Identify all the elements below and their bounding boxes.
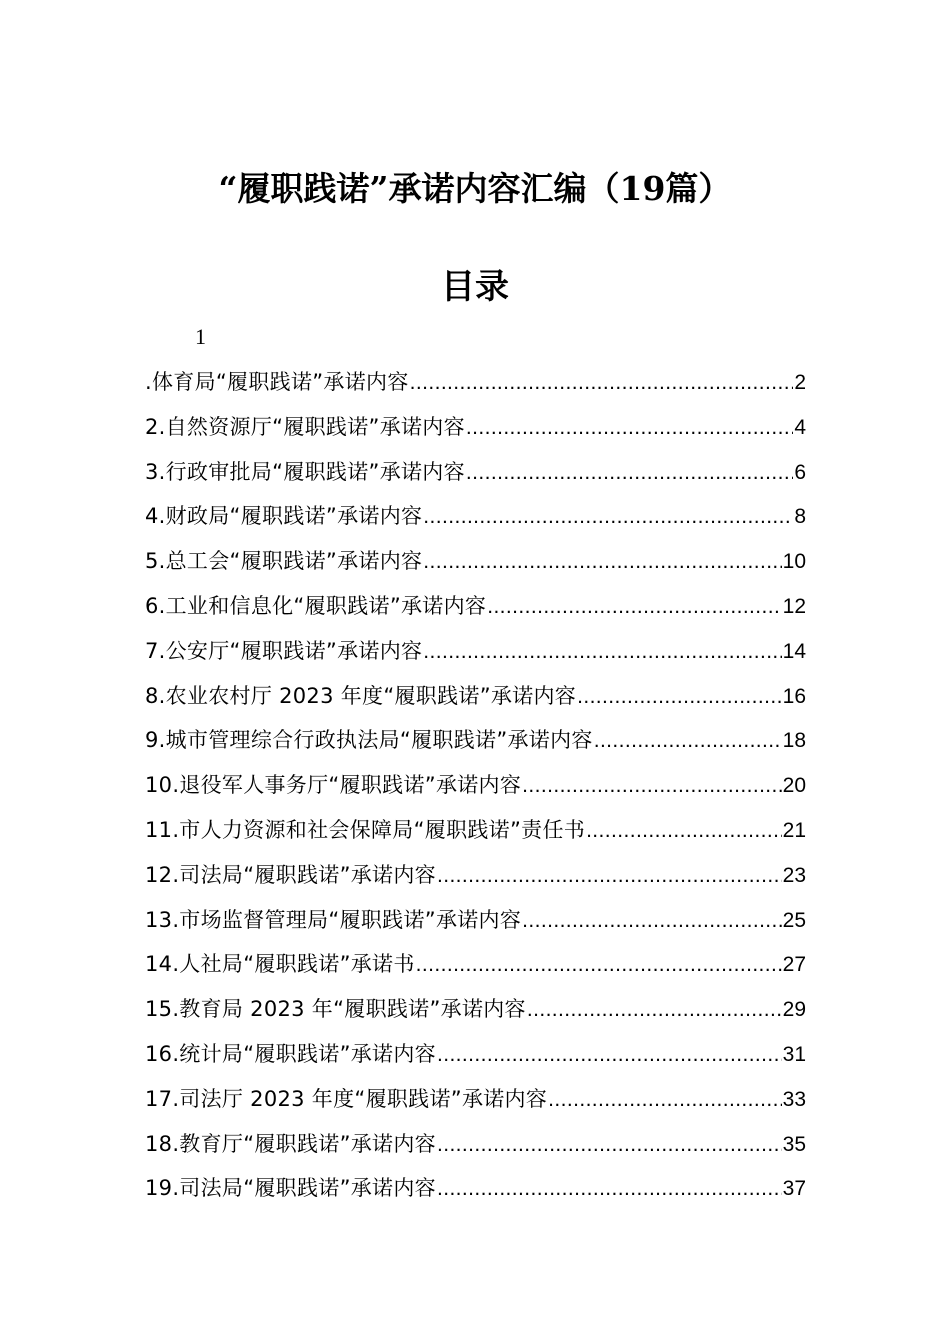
toc-entry-label: .体育局“履职践诺”承诺内容 — [145, 370, 409, 394]
toc-entry-9[interactable] — [145, 721, 806, 766]
toc-entry-label: 16.统计局“履职践诺”承诺内容 — [145, 1041, 436, 1066]
toc-dot-leader — [522, 767, 781, 805]
toc-page-number: 25 — [782, 908, 806, 932]
toc-dot-leader — [437, 1036, 782, 1074]
toc-dot-leader — [410, 364, 794, 402]
toc-page-number: 10 — [782, 550, 806, 574]
toc-entry-7[interactable] — [145, 632, 806, 677]
toc-entry-17[interactable] — [145, 1080, 806, 1125]
toc-entry-2[interactable] — [145, 408, 806, 453]
toc-dot-leader — [586, 812, 782, 850]
table-of-contents — [145, 363, 806, 1214]
toc-page-number: 23 — [782, 863, 806, 887]
toc-entry-label: 6.工业和信息化“履职践诺”承诺内容 — [145, 593, 487, 618]
toc-page-number: 31 — [782, 1042, 806, 1066]
toc-entry-1[interactable] — [145, 363, 806, 408]
toc-entry-label: 4.财政局“履职践诺”承诺内容 — [145, 504, 423, 529]
toc-dot-leader — [548, 1081, 781, 1119]
toc-page-number: 21 — [782, 818, 806, 842]
toc-page-number: 27 — [782, 953, 806, 977]
toc-entry-10[interactable] — [145, 766, 806, 811]
toc-entry-label: 18.教育厅“履职践诺”承诺内容 — [145, 1131, 436, 1156]
toc-entry-label: 17.司法厅 2023 年度“履职践诺”承诺内容 — [145, 1086, 548, 1111]
toc-entry-label: 8.农业农村厅 2023 年度“履职践诺”承诺内容 — [145, 683, 577, 708]
toc-entry-18[interactable] — [145, 1125, 806, 1170]
stray-list-number: 1 — [195, 324, 206, 349]
toc-page-number: 2 — [794, 371, 806, 394]
toc-dot-leader — [522, 902, 781, 940]
toc-entry-label: 11.市人力资源和社会保障局“履职践诺”责任书 — [145, 817, 586, 842]
document-title: “履职践诺”承诺内容汇编（19篇） — [218, 169, 732, 208]
toc-entry-15[interactable] — [145, 990, 806, 1035]
toc-entry-3[interactable] — [145, 453, 806, 498]
toc-entry-8[interactable] — [145, 677, 806, 722]
toc-dot-leader — [437, 1126, 782, 1164]
toc-page-number: 33 — [782, 1087, 806, 1111]
toc-dot-leader — [423, 543, 781, 581]
toc-page-number: 12 — [782, 594, 806, 618]
toc-page-number: 16 — [782, 684, 806, 708]
toc-entry-label: 2.自然资源厅“履职践诺”承诺内容 — [145, 414, 465, 439]
toc-entry-label: 19.司法局“履职践诺”承诺内容 — [145, 1176, 436, 1201]
toc-entry-label: 14.人社局“履职践诺”承诺书 — [145, 952, 415, 977]
toc-entry-label: 10.退役军人事务厅“履职践诺”承诺内容 — [145, 773, 522, 798]
toc-dot-leader — [487, 588, 781, 626]
toc-dot-leader — [437, 857, 782, 895]
toc-page-number: 18 — [782, 729, 806, 753]
toc-page-number: 35 — [782, 1132, 806, 1156]
toc-entry-16[interactable] — [145, 1035, 806, 1080]
toc-entry-14[interactable] — [145, 945, 806, 990]
toc-dot-leader — [527, 991, 782, 1029]
toc-page-number: 4 — [794, 415, 806, 439]
toc-entry-4[interactable] — [145, 497, 806, 542]
toc-page-number: 8 — [794, 505, 806, 529]
toc-entry-label: 7.公安厅“履职践诺”承诺内容 — [145, 638, 423, 663]
toc-dot-leader — [577, 678, 782, 716]
toc-entry-19[interactable] — [145, 1169, 806, 1214]
toc-page-number: 6 — [794, 460, 806, 484]
toc-entry-label: 12.司法局“履职践诺”承诺内容 — [145, 862, 436, 887]
toc-entry-11[interactable] — [145, 811, 806, 856]
toc-heading: 目录 — [441, 267, 509, 307]
toc-dot-leader — [423, 498, 793, 536]
toc-page-number: 29 — [782, 998, 806, 1022]
toc-entry-label: 15.教育局 2023 年“履职践诺”承诺内容 — [145, 997, 526, 1022]
toc-page-number: 37 — [782, 1177, 806, 1201]
toc-entry-label: 9.城市管理综合行政执法局“履职践诺”承诺内容 — [145, 728, 593, 753]
toc-entry-6[interactable] — [145, 587, 806, 632]
toc-dot-leader — [594, 722, 782, 760]
toc-dot-leader — [423, 633, 781, 671]
toc-entry-12[interactable] — [145, 856, 806, 901]
toc-dot-leader — [466, 454, 793, 492]
toc-entry-label: 13.市场监督管理局“履职践诺”承诺内容 — [145, 907, 522, 932]
toc-dot-leader — [466, 409, 793, 447]
toc-entry-13[interactable] — [145, 901, 806, 946]
toc-entry-label: 3.行政审批局“履职践诺”承诺内容 — [145, 459, 465, 484]
toc-entry-label: 5.总工会“履职践诺”承诺内容 — [145, 549, 423, 574]
toc-dot-leader — [437, 1170, 782, 1208]
toc-entry-5[interactable] — [145, 542, 806, 587]
toc-dot-leader — [416, 946, 782, 984]
toc-page-number: 14 — [782, 639, 806, 663]
toc-page-number: 20 — [782, 774, 806, 798]
